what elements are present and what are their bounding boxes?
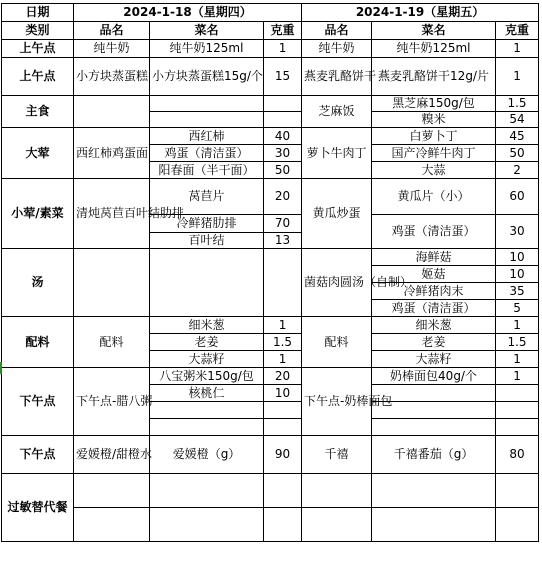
grams-cell: 1 (496, 368, 539, 385)
dish-cell (150, 419, 264, 436)
grams-cell: 1 (264, 351, 302, 368)
dish-cell: 纯牛奶125ml (372, 40, 496, 58)
dish-cell: 大蒜 (372, 162, 496, 179)
dish-cell: 爱媛橙（g） (150, 436, 264, 474)
item-cell (302, 474, 372, 508)
category-cell: 下午点 (2, 436, 74, 474)
grams-cell (264, 419, 302, 436)
category-cell: 大荤 (2, 128, 74, 179)
menu-table (1, 3, 539, 542)
dish-cell (150, 96, 264, 112)
grams-cell (496, 474, 539, 508)
item-cell: 纯牛奶 (302, 40, 372, 58)
dish-cell: 老姜 (372, 334, 496, 351)
col-dish-d1: 菜名 (150, 22, 264, 40)
col-grams-d2: 克重 (496, 22, 539, 40)
dish-cell: 莴苣片 (150, 179, 264, 215)
grams-cell (264, 402, 302, 419)
grams-cell: 70 (264, 215, 302, 233)
item-cell (74, 508, 150, 542)
grams-cell: 10 (496, 249, 539, 266)
dish-cell: 阳春面（半干面） (150, 162, 264, 179)
grams-cell (264, 474, 302, 508)
grams-cell: 5 (496, 300, 539, 317)
category-cell: 小荤/素菜 (2, 179, 74, 249)
grams-cell: 1 (496, 351, 539, 368)
grams-cell: 80 (496, 436, 539, 474)
dish-cell: 糗米 (372, 112, 496, 128)
grams-cell (264, 96, 302, 112)
item-cell (302, 508, 372, 542)
grams-cell: 1 (496, 317, 539, 334)
category-cell: 上午点 (2, 40, 74, 58)
date-label: 日期 (2, 4, 74, 22)
col-grams-d1: 克重 (264, 22, 302, 40)
category-cell: 汤 (2, 249, 74, 317)
item-cell: 西红柿鸡蛋面 (74, 128, 150, 179)
grams-cell: 1 (496, 40, 539, 58)
cell-cursor-marker (0, 362, 2, 374)
dish-cell (372, 419, 496, 436)
dish-cell: 国产冷鲜牛肉丁 (372, 145, 496, 162)
grams-cell: 40 (264, 128, 302, 145)
dish-cell: 姬菇 (372, 266, 496, 283)
item-cell: 下午点-腊八粥 (74, 368, 150, 436)
dish-cell: 海鲜菇 (372, 249, 496, 266)
dish-cell: 老姜 (150, 334, 264, 351)
dish-cell: 大蒜籽 (150, 351, 264, 368)
dish-cell: 冷鲜猪肉末 (372, 283, 496, 300)
grams-cell: 54 (496, 112, 539, 128)
item-cell: 芝麻饭 (302, 96, 372, 128)
dish-cell: 冷鲜猪肋排 (150, 215, 264, 233)
grams-cell: 1 (264, 317, 302, 334)
grams-cell: 30 (496, 215, 539, 249)
grams-cell: 1.5 (496, 334, 539, 351)
dish-cell: 细米葱 (372, 317, 496, 334)
grams-cell (496, 402, 539, 419)
dish-cell (150, 508, 264, 542)
grams-cell: 35 (496, 283, 539, 300)
dish-cell (372, 474, 496, 508)
dish-cell: 小方块蒸蛋糕15g/个 (150, 58, 264, 96)
dish-cell: 黄瓜片（小） (372, 179, 496, 215)
item-cell: 纯牛奶 (74, 40, 150, 58)
item-cell: 萝卜牛肉丁 (302, 128, 372, 179)
dish-cell (372, 508, 496, 542)
grams-cell: 20 (264, 179, 302, 215)
grams-cell: 90 (264, 436, 302, 474)
dish-cell (150, 112, 264, 128)
item-cell: 燕麦乳酪饼干 (302, 58, 372, 96)
category-cell: 配料 (2, 317, 74, 368)
grams-cell: 1.5 (264, 334, 302, 351)
dish-cell (150, 474, 264, 508)
item-cell: 配料 (74, 317, 150, 368)
col-item-d1: 品名 (74, 22, 150, 40)
category-cell: 过敏替代餐 (2, 474, 74, 542)
grams-cell: 50 (264, 162, 302, 179)
item-cell: 爱媛橙/甜橙水 (74, 436, 150, 474)
grams-cell: 15 (264, 58, 302, 96)
dish-cell: 千禧番茄（g） (372, 436, 496, 474)
dish-cell: 纯牛奶125ml (150, 40, 264, 58)
dish-cell: 大蒜籽 (372, 351, 496, 368)
dish-cell: 黑芝麻150g/包 (372, 96, 496, 112)
grams-cell (264, 508, 302, 542)
grams-cell: 20 (264, 368, 302, 385)
item-cell: 下午点-奶棒面包 (302, 368, 372, 436)
item-cell: 菌菇肉圆汤（自制） (302, 249, 372, 317)
day1-date: 2024-1-18（星期四） (74, 4, 302, 22)
item-cell: 小方块蒸蛋糕 (74, 58, 150, 96)
grams-cell (264, 112, 302, 128)
grams-cell: 1.5 (496, 96, 539, 112)
dish-cell: 燕麦乳酪饼干12g/片 (372, 58, 496, 96)
item-cell (74, 249, 150, 317)
day2-date: 2024-1-19（星期五） (302, 4, 539, 22)
grams-cell: 50 (496, 145, 539, 162)
grams-cell: 13 (264, 233, 302, 249)
grams-cell: 30 (264, 145, 302, 162)
category-cell: 主食 (2, 96, 74, 128)
item-cell: 黄瓜炒蛋 (302, 179, 372, 249)
grams-cell: 60 (496, 179, 539, 215)
dish-cell (150, 249, 264, 317)
dish-cell: 百叶结 (150, 233, 264, 249)
dish-cell: 白萝卜丁 (372, 128, 496, 145)
category-cell: 上午点 (2, 58, 74, 96)
grams-cell: 10 (496, 266, 539, 283)
dish-cell: 西红柿 (150, 128, 264, 145)
category-cell: 下午点 (2, 368, 74, 436)
grams-cell: 1 (496, 58, 539, 96)
grams-cell (496, 385, 539, 402)
col-item-d2: 品名 (302, 22, 372, 40)
item-cell (74, 96, 150, 128)
grams-cell (496, 419, 539, 436)
item-cell: 配料 (302, 317, 372, 368)
grams-cell: 10 (264, 385, 302, 402)
dish-cell: 八宝粥米150g/包 (150, 368, 264, 385)
dish-cell: 细米葱 (150, 317, 264, 334)
col-dish-d2: 菜名 (372, 22, 496, 40)
dish-cell (150, 402, 264, 419)
item-cell (74, 474, 150, 508)
grams-cell (264, 249, 302, 317)
grams-cell (496, 508, 539, 542)
item-cell: 千禧 (302, 436, 372, 474)
dish-cell: 鸡蛋（清洁蛋） (150, 145, 264, 162)
dish-cell: 奶棒面包40g/个 (372, 368, 496, 385)
item-cell: 清炖莴苣百叶结肋排 (74, 179, 150, 249)
grams-cell: 45 (496, 128, 539, 145)
grams-cell: 1 (264, 40, 302, 58)
dish-cell: 鸡蛋（清洁蛋） (372, 300, 496, 317)
dish-cell: 鸡蛋（清洁蛋） (372, 215, 496, 249)
col-category: 类别 (2, 22, 74, 40)
dish-cell: 核桃仁 (150, 385, 264, 402)
grams-cell: 2 (496, 162, 539, 179)
